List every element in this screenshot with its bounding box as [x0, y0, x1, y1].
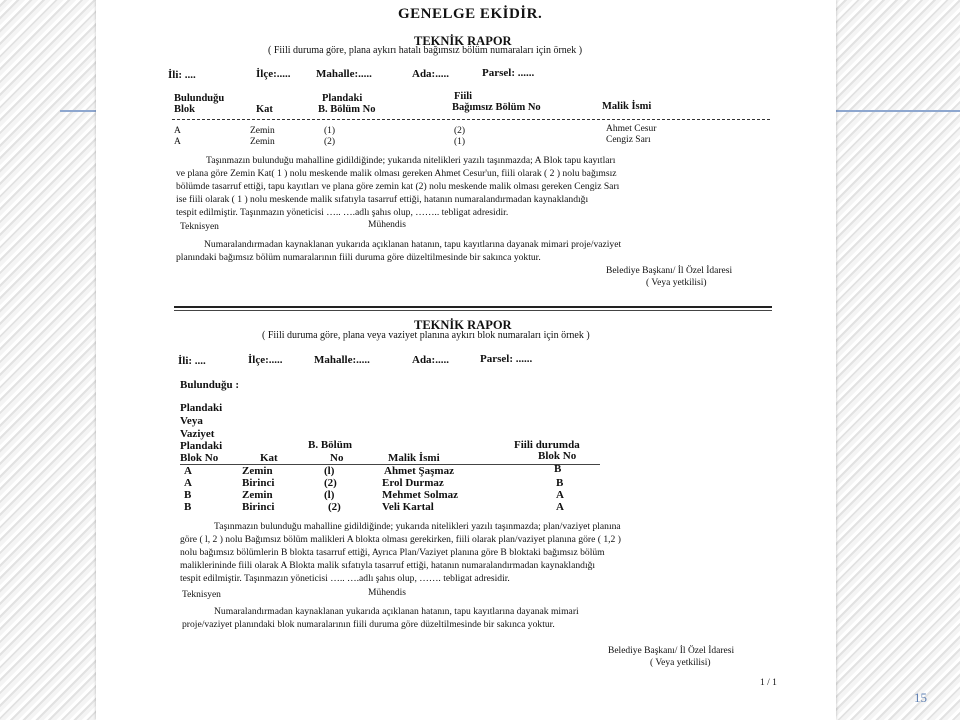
report2-cell-blok: A — [184, 477, 192, 489]
report2-cell-blok: B — [184, 489, 192, 501]
report2-col-veya: Veya — [180, 415, 203, 427]
report1-cell-plan-no: (2) — [324, 137, 336, 147]
report2-cell-malik: Ahmet Şaşmaz — [384, 465, 454, 477]
report2-cell-malik: Erol Durmaz — [382, 477, 444, 489]
report-separator-thin — [174, 310, 772, 311]
report2-cell-no: (2) — [328, 501, 341, 513]
report2-col-plandaki2: Plandaki — [180, 440, 223, 452]
report2-bulundugu: Bulunduğu : — [180, 379, 240, 391]
report1-conclusion-line: planındaki bağımsız bölüm numaralarının fiili duruma göre düzeltilmesinde bir sakınca yoktur. — [176, 252, 541, 263]
report2-cell-fiili: B — [554, 463, 562, 475]
report1-col-fiili: Fiili — [454, 91, 473, 102]
report1-paragraph-line: bölümde tasarruf ettiği, tapu kayıtları ve plana göre zemin kat (2) nolu meskende malik olması gereken Cengiz Sarı — [176, 181, 620, 192]
report1-cell-fiili-no: (1) — [454, 137, 466, 147]
report1-cell-plan-no: (1) — [324, 126, 336, 136]
report1-muhendis: Mühendis — [368, 220, 406, 230]
report2-cell-blok: A — [184, 465, 192, 477]
report2-muhendis: Mühendis — [368, 588, 406, 598]
report2-col-bbolum: B. Bölüm — [308, 439, 353, 451]
report2-mahalle: Mahalle:..... — [314, 354, 370, 366]
report2-col-malik: Malik İsmi — [388, 452, 440, 464]
report-separator — [174, 306, 772, 308]
report2-col-no: No — [330, 452, 344, 464]
report1-col-bbolumno: B. Bölüm No — [318, 104, 376, 115]
report2-signature-title: Belediye Başkanı/ İl Özel İdaresi — [608, 646, 735, 656]
report2-cell-malik: Mehmet Solmaz — [382, 489, 459, 501]
report2-parsel: Parsel: ...... — [480, 353, 533, 365]
report1-title: TEKNİK RAPOR — [414, 34, 512, 48]
scanned-document — [96, 0, 836, 720]
report1-cell-kat: Zemin — [250, 126, 275, 136]
report2-cell-malik: Veli Kartal — [382, 501, 434, 513]
report1-cell-fiili-no: (2) — [454, 126, 466, 136]
report2-paragraph-line: Taşınmazın bulunduğu mahalline gidildiğinde; yukarıda nitelikleri yazılı taşınmazda; plan/vaziyet planına — [214, 521, 621, 532]
report2-cell-no: (2) — [324, 477, 337, 489]
report1-paragraph-line: Taşınmazın bulunduğu mahalline gidildiğinde; yukarıda nitelikleri yazılı taşınmazda; A Blok tapu kayıtları — [206, 155, 616, 166]
report1-col-kat: Kat — [256, 104, 273, 115]
report1-signature-title: Belediye Başkanı/ İl Özel İdaresi — [606, 266, 733, 276]
slide-page-number: 15 — [914, 690, 927, 705]
slide-accent-line-left — [60, 110, 96, 112]
report2-col-kat: Kat — [260, 452, 278, 464]
report1-mahalle: Mahalle:..... — [316, 68, 372, 80]
report1-cell-blok: A — [174, 137, 181, 147]
report2-ilce: İlçe:..... — [248, 354, 283, 366]
report2-col-plandaki: Plandaki — [180, 402, 223, 414]
report2-col-fiili: Fiili durumda — [514, 439, 580, 451]
document-header: GENELGE EKİDİR. — [398, 6, 543, 22]
report1-subtitle: ( Fiili duruma göre, plana aykırı hatalı bağımsız bölüm numaraları için örnek ) — [268, 45, 583, 56]
report2-col-fiiliblok: Blok No — [538, 450, 577, 462]
report1-cell-kat: Zemin — [250, 137, 275, 147]
report2-cell-no: (l) — [324, 465, 335, 477]
report1-signature-sub: ( Veya yetkilisi) — [646, 278, 707, 288]
report2-cell-kat: Zemin — [242, 465, 273, 477]
report2-cell-fiili: A — [556, 501, 564, 513]
report2-cell-fiili: A — [556, 489, 564, 501]
report2-col-vaziyet: Vaziyet — [180, 428, 215, 440]
report1-cell-malik: Ahmet Cesur — [606, 124, 657, 134]
report2-title: TEKNİK RAPOR — [414, 318, 512, 332]
report2-cell-blok: B — [184, 501, 192, 513]
report1-ada: Ada:..... — [412, 68, 449, 80]
report1-col-blok: Blok — [174, 104, 196, 115]
report2-cell-fiili: B — [556, 477, 564, 489]
report1-paragraph-line: ise fiili olarak ( 1 ) nolu meskende malik sıfatıyla tasarruf ettiği, hatanın numaralandırmadan kaynaklandığı — [176, 194, 589, 205]
report2-teknisyen: Teknisyen — [182, 590, 221, 600]
report2-cell-kat: Birinci — [242, 501, 275, 513]
report2-paragraph-line: maliklerininde fiili olarak A Blokta malik sıfatıyla tasarruf ettiği, hatanın numaralandırmadan kaynaklandığı — [180, 560, 596, 571]
report1-cell-malik: Cengiz Sarı — [606, 135, 651, 145]
report1-paragraph-line: ve plana göre Zemin Kat( 1 ) nolu meskende malik olması gereken Ahmet Cesur'un, fiili olarak ( 2 ) nolu bağımsız — [176, 168, 617, 179]
report1-col-malik: Malik İsmi — [602, 101, 652, 112]
report1-col-bulundugu: Bulunduğu — [174, 93, 225, 104]
report1-col-plandaki: Plandaki — [322, 93, 363, 104]
report1-il: İli: .... — [168, 69, 196, 81]
report2-signature-sub: ( Veya yetkilisi) — [650, 658, 711, 668]
report1-header-rule — [172, 119, 770, 120]
report1-cell-blok: A — [174, 126, 181, 136]
report2-subtitle: ( Fiili duruma göre, plana veya vaziyet planına aykırı blok numaraları için örnek ) — [262, 330, 590, 341]
report2-ada: Ada:..... — [412, 354, 449, 366]
report1-teknisyen: Teknisyen — [180, 222, 219, 232]
report2-paragraph-line: tespit edilmiştir. Taşınmazın yöneticisi ….. ….adlı şahıs olup, ……. tebligat adresidir. — [180, 573, 510, 584]
report1-col-bagimsiz: Bağımsız Bölüm No — [452, 102, 541, 113]
slide-accent-line-right — [836, 110, 960, 112]
report1-parsel: Parsel: ...... — [482, 67, 535, 79]
report2-paragraph-line: göre ( l, 2 ) nolu Bağımsız bölüm malikleri A blokta olması gerekirken, fiili olarak plan/vaziyet planına göre ( 1,2 ) — [180, 534, 621, 545]
report2-conclusion-line: Numaralandırmadan kaynaklanan yukarıda açıklanan hatanın, tapu kayıtlarına dayanak mimari — [214, 606, 579, 617]
report2-cell-no: (l) — [324, 489, 335, 501]
report1-ilce: İlçe:..... — [256, 68, 291, 80]
report2-paragraph-line: nolu bağımsız bölümlerin B blokta tasarruf ettiği, Ayrıca Plan/Vaziyet planına göre B bloktaki bağımsız bölüm — [180, 547, 605, 558]
report2-cell-kat: Zemin — [242, 489, 273, 501]
report2-conclusion-line: proje/vaziyet planındaki blok numaralarının fiili duruma göre düzeltilmesinde bir sakınca yoktur. — [182, 619, 555, 630]
report2-col-blokno: Blok No — [180, 452, 219, 464]
report2-cell-kat: Birinci — [242, 477, 275, 489]
report1-conclusion-line: Numaralandırmadan kaynaklanan yukarıda açıklanan hatanın, tapu kayıtlarına dayanak mimari proje/vaziyet — [204, 239, 622, 250]
report2-il: İli: .... — [178, 355, 206, 367]
report1-paragraph-line: tespit edilmiştir. Taşınmazın yöneticisi ….. ….adlı şahıs olup, …….. tebligat adresidir. — [176, 207, 509, 218]
document-page-label: 1 / 1 — [760, 678, 777, 688]
